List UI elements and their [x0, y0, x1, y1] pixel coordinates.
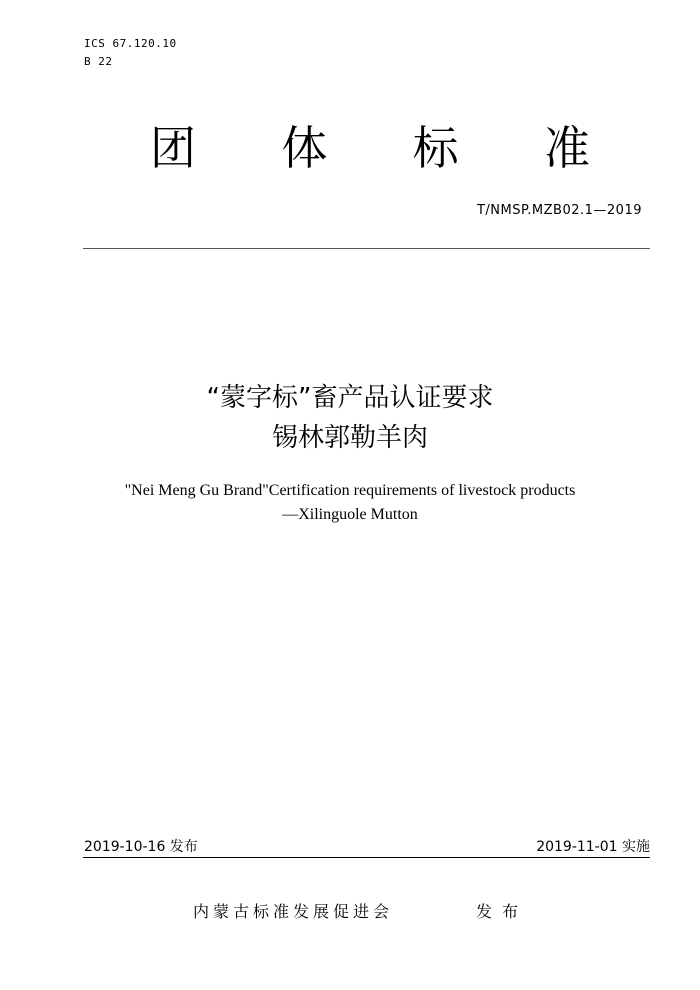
classification-code: B 22: [84, 55, 113, 68]
publisher-name: 内蒙古标准发展促进会: [193, 902, 394, 921]
standard-type-char: 团: [150, 121, 196, 175]
ics-code: ICS 67.120.10: [84, 37, 177, 50]
standard-type-title: [150, 120, 590, 176]
english-title-line-2: —Xilinguole Mutton: [282, 506, 418, 523]
implementation-date: 2019-11-01 实施: [536, 839, 650, 855]
issue-date: 2019-10-16 发布: [84, 839, 198, 855]
standard-number: T/NMSP.MZB02.1—2019: [476, 203, 642, 218]
english-title-line-1: "Nei Meng Gu Brand"Certification requirements of livestock products: [124, 482, 576, 499]
standard-type-char: 体: [281, 121, 328, 175]
standard-type-char: 标: [412, 121, 459, 175]
chinese-title-line-2: 锡林郭勒羊肉: [271, 423, 428, 453]
standard-type-char: 准: [543, 121, 590, 175]
top-divider: [83, 248, 650, 249]
publish-label: 发布: [476, 902, 529, 921]
chinese-title-line-1: “蒙字标”畜产品认证要求: [206, 383, 494, 413]
bottom-divider: [83, 857, 650, 858]
